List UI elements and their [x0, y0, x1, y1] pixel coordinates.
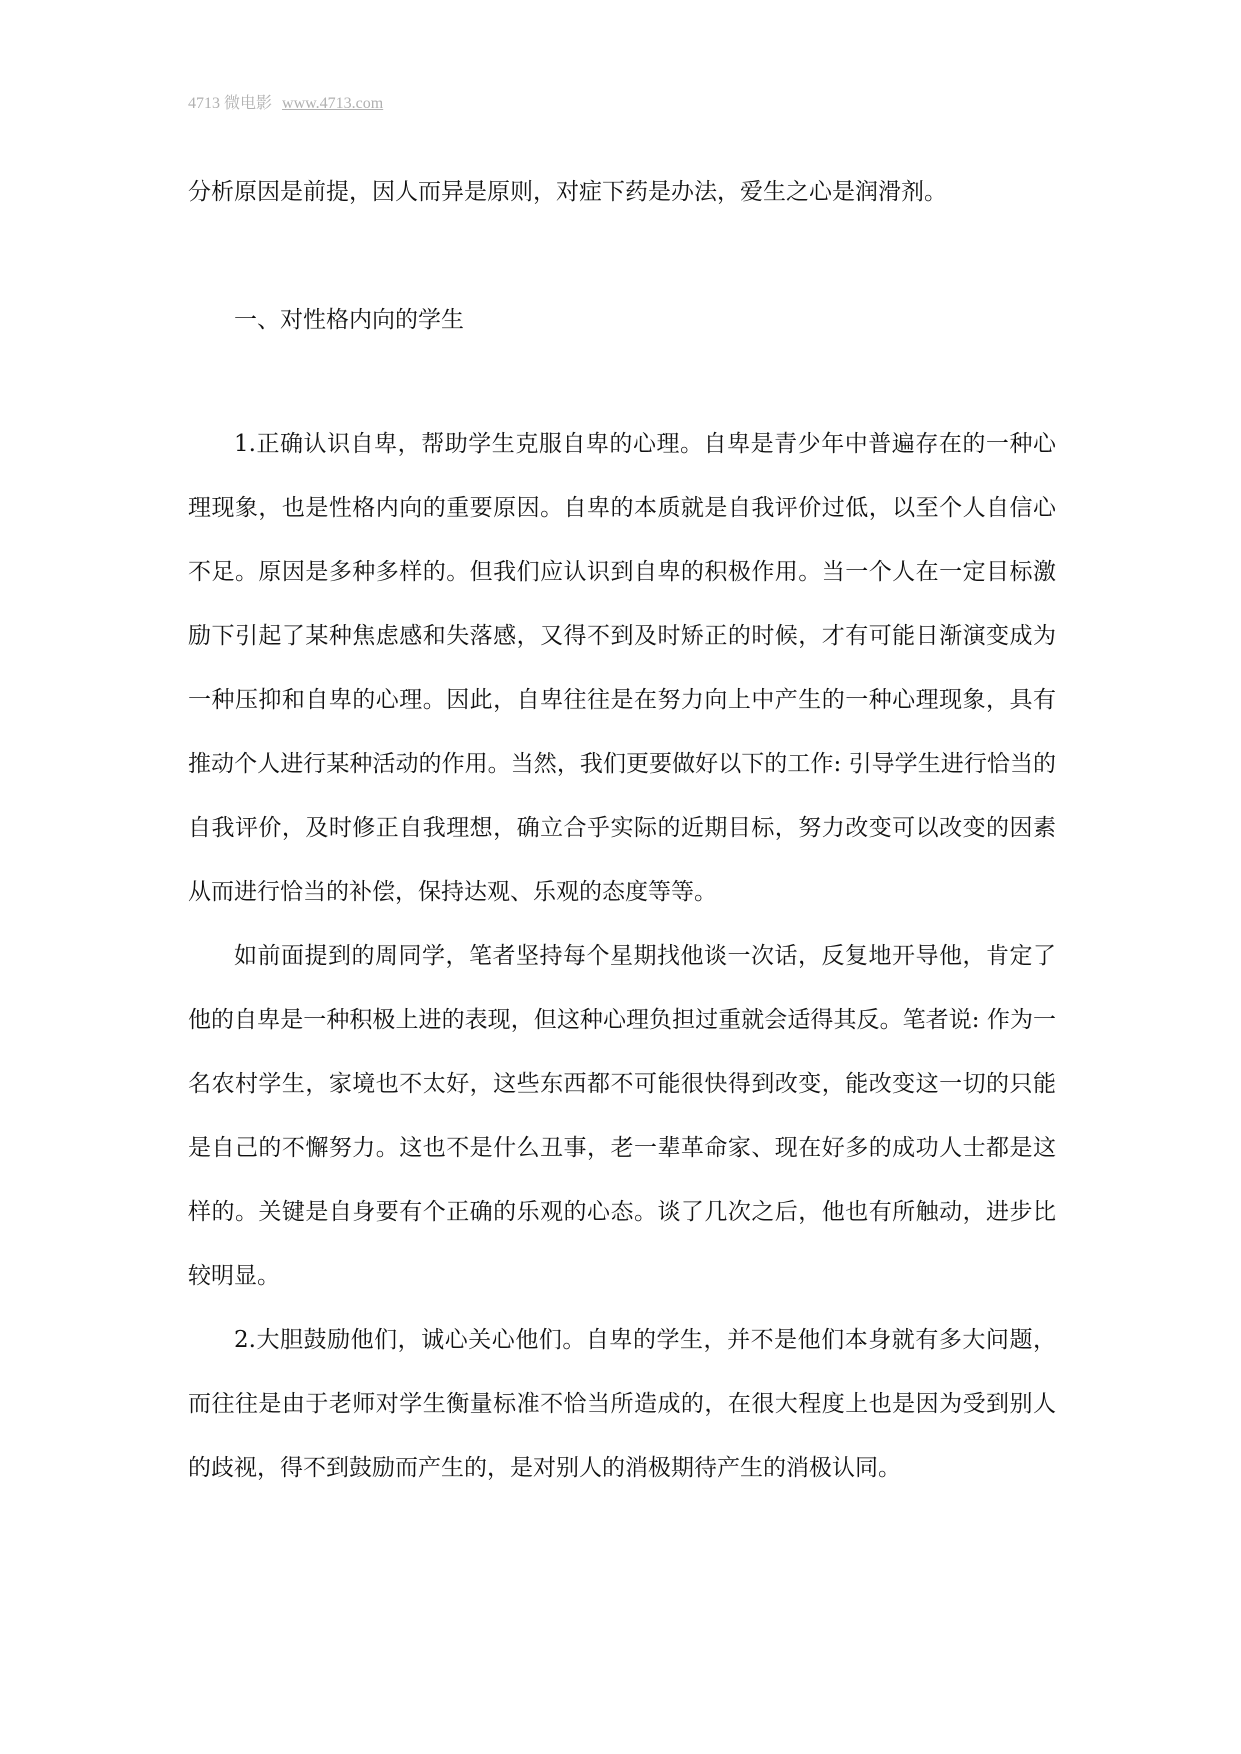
page-header [188, 90, 383, 113]
document-body [188, 160, 1056, 1500]
intro-paragraph: 分析原因是前提，因人而异是原则，对症下药是办法，爱生之心是润滑剂。 [188, 179, 947, 205]
header-brand: 4713 微电影 [188, 95, 273, 112]
section-heading: 一、对性格内向的学生 [234, 307, 464, 333]
header-site-link[interactable]: www.4713.com [282, 95, 384, 112]
body-paragraph-1: 1.正确认识自卑，帮助学生克服自卑的心理。自卑是青少年中普遍存在的一种心理现象，也是性格内向的重要原因。自卑的本质就是自我评价过低，以至个人自信心不足。原因是多种多样的。但我们应认识到自卑的积极作用。当一个人在一定目标激励下引起了某种焦虑感和失落感，又得不到及时矫正的时候，才有可能日渐演变成为一种压抑和自卑的心理。因此，自卑往往是在努力向上中产生的一种心理现象，具有推动个人进行某种活动的作用。当然，我们更要做好以下的工作: 引导学生进行恰当的自我评价，及时修正自我理想，确立合乎实际的近期目标，努力改变可以改变的因素从而进行恰当的补偿，保持达观、乐观的态度等等。 [188, 431, 1056, 905]
body-paragraph-3: 2.大胆鼓励他们，诚心关心他们。自卑的学生，并不是他们本身就有多大问题，而往往是由于老师对学生衡量标准不恰当所造成的，在很大程度上也是因为受到别人的歧视，得不到鼓励而产生的，是对别人的消极期待产生的消极认同。 [188, 1327, 1056, 1481]
body-paragraph-2: 如前面提到的周同学，笔者坚持每个星期找他谈一次话，反复地开导他，肯定了他的自卑是一种积极上进的表现，但这种心理负担过重就会适得其反。笔者说: 作为一名农村学生，家境也不太好，这些东西都不可能很快得到改变，能改变这一切的只能是自己的不懈努力。这也不是什么丑事，老一辈革命家、现在好多的成功人士都是这样的。关键是自身要有个正确的乐观的心态。谈了几次之后，他也有所触动，进步比较明显。 [188, 943, 1056, 1289]
